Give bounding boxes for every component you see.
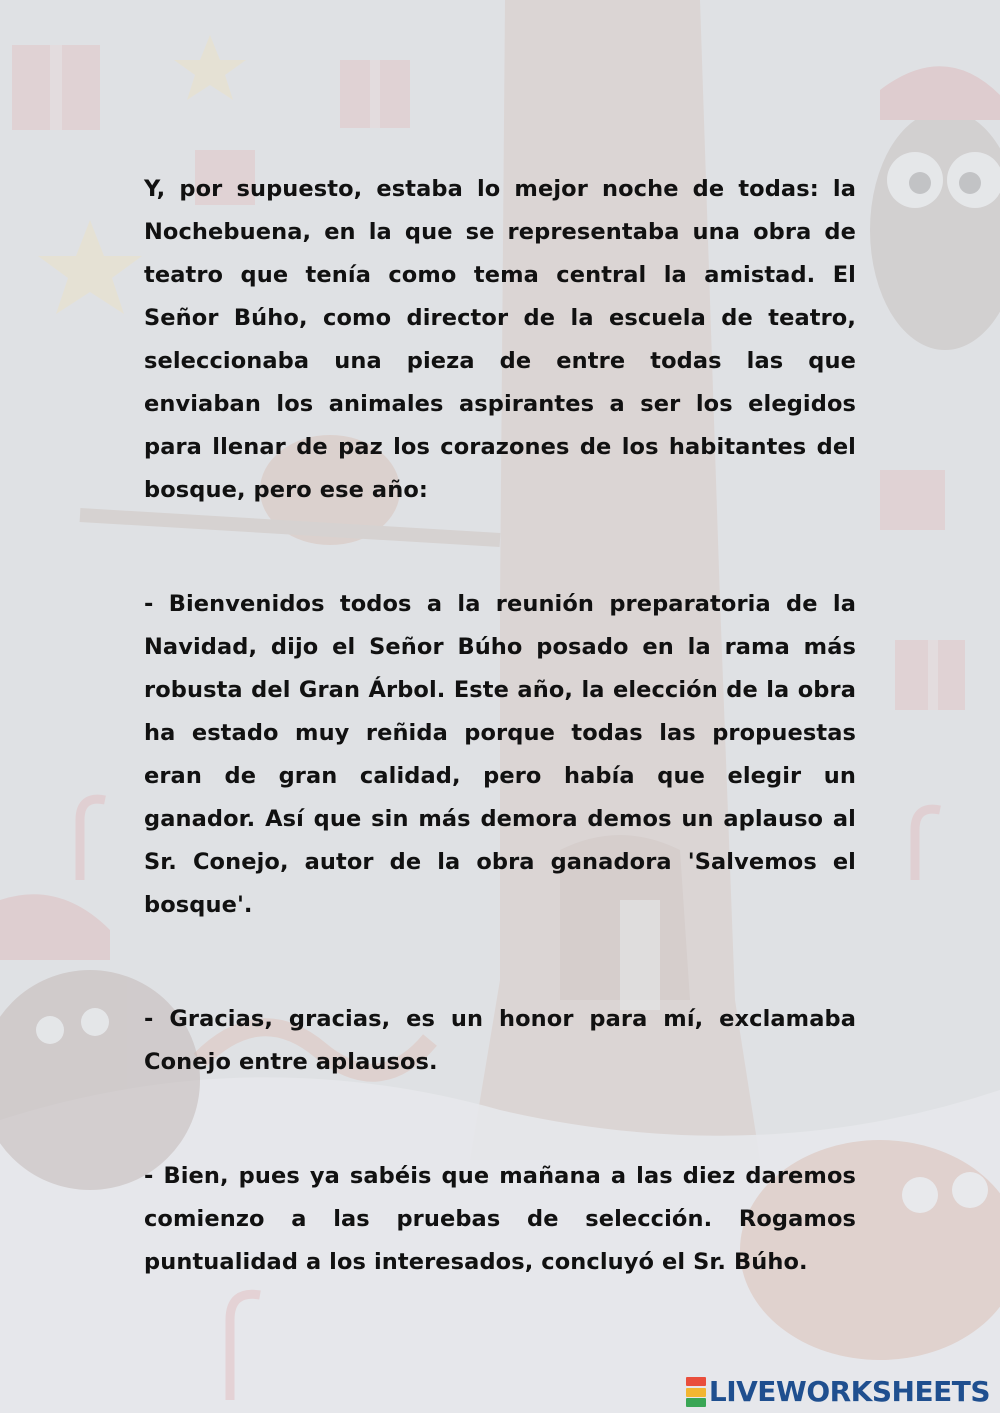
paragraph-owl-conclusion: - Bien, pues ya sabéis que mañana a las diez daremos comienzo a las pruebas de selección. Rogamos puntualidad a los interesados, concluyó el Sr. Búho.: [144, 1163, 856, 1275]
story-text: [144, 168, 856, 1355]
liveworksheets-logo-icon: [686, 1377, 706, 1407]
watermark-text: LIVEWORKSHEETS: [708, 1375, 990, 1408]
paragraph-intro: Y, por supuesto, estaba lo mejor noche de todas: la Nochebuena, en la que se representaba una obra de teatro que tenía como tema central la amistad. El Señor Búho, como director de la escuela de teatro, seleccionaba una pieza de entre todas las que enviaban los animales aspirantes a ser los elegidos para llenar de paz los corazones de los habitantes del bosque, pero ese año:: [144, 176, 856, 503]
liveworksheets-watermark: [686, 1375, 990, 1409]
paragraph-owl-speech: - Bienvenidos todos a la reunión preparatoria de la Navidad, dijo el Señor Búho posado en la rama más robusta del Gran Árbol. Este año, la elección de la obra ha estado muy reñida porque todas las propuestas eran de gran calidad, pero había que elegir un ganador. Así que sin más demora demos un aplauso al Sr. Conejo, autor de la obra ganadora 'Salvemos el bosque'.: [144, 591, 856, 918]
paragraph-rabbit-reply: - Gracias, gracias, es un honor para mí, exclamaba Conejo entre aplausos.: [144, 1006, 856, 1075]
